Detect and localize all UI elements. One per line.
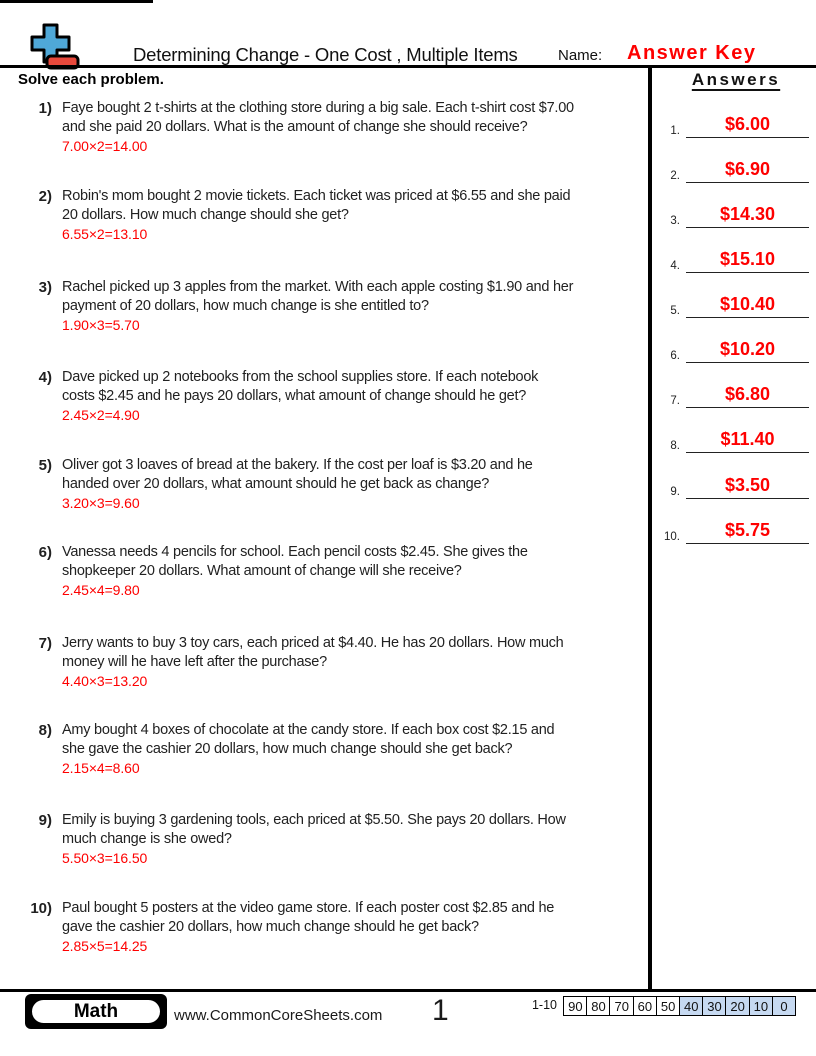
problem-text-line: handed over 20 dollars, what amount should he get back as change?: [62, 476, 490, 492]
problem-text: [52, 721, 554, 778]
problem-work-answer: 2.45×2=4.90: [62, 407, 140, 423]
problem-text-line: much change is she owed?: [62, 831, 232, 847]
problem-text-line: Vanessa needs 4 pencils for school. Each pencil costs $2.45. She gives the: [62, 544, 528, 560]
answer-value: $6.80: [724, 384, 771, 404]
problem-item: [18, 99, 646, 156]
answer-row: [658, 288, 814, 318]
answer-number: 2.: [670, 170, 680, 182]
answer-number: 9.: [670, 486, 680, 498]
subject-badge-inner: [30, 998, 162, 1025]
problem-text-line: gave the cashier 20 dollars, how much change should he get back?: [62, 919, 479, 935]
name-label: Name:: [558, 47, 603, 64]
answer-blank-line: [686, 204, 809, 228]
problem-work-answer: 4.40×3=13.20: [62, 673, 148, 689]
score-cell: 80: [586, 996, 611, 1016]
answer-blank-line: [686, 475, 809, 499]
instructions-text: Solve each problem.: [18, 71, 164, 88]
problem-item: [18, 543, 646, 600]
problem-item: [18, 368, 646, 425]
answer-row: [658, 333, 814, 363]
problem-item: [18, 721, 646, 778]
score-cell: 90: [563, 996, 588, 1016]
answers-column-header: Answers: [691, 70, 781, 89]
problem-work-answer: 2.15×4=8.60: [62, 760, 140, 776]
answer-number: 7.: [670, 395, 680, 407]
problem-work-answer: 3.20×3=9.60: [62, 495, 140, 511]
problem-item: [18, 899, 646, 956]
answers-column-divider: [648, 68, 652, 989]
problem-number: 2): [38, 188, 52, 205]
subject-label: Math: [73, 1000, 119, 1022]
problem-number: 4): [38, 369, 52, 386]
problem-text-line: Robin's mom bought 2 movie tickets. Each ticket was priced at $6.55 and she paid: [62, 188, 571, 204]
problem-text-line: shopkeeper 20 dollars. What amount of change will she receive?: [62, 563, 462, 579]
answer-number: 6.: [670, 350, 680, 362]
answer-number: 8.: [670, 440, 680, 452]
problem-number: 10): [30, 900, 52, 917]
answer-key-label: Answer Key: [627, 42, 757, 64]
problem-work-answer: 1.90×3=5.70: [62, 317, 140, 333]
answer-row: [658, 108, 814, 138]
problem-text-line: 20 dollars. How much change should she get?: [62, 207, 349, 223]
answer-blank-line: [686, 429, 809, 453]
problem-text-line: Dave picked up 2 notebooks from the school supplies store. If each notebook: [62, 369, 539, 385]
subject-badge: [25, 994, 167, 1029]
problem-number: 5): [38, 457, 52, 474]
page-title: Determining Change - One Cost , Multiple Items: [133, 44, 518, 65]
problem-text-line: Jerry wants to buy 3 toy cars, each priced at $4.40. He has 20 dollars. How much: [62, 635, 564, 651]
answer-blank-line: [686, 520, 809, 544]
problem-text: [52, 899, 554, 956]
problem-work-answer: 6.55×2=13.10: [62, 226, 148, 242]
problem-work-answer: 5.50×3=16.50: [62, 850, 148, 866]
problem-text-line: and she paid 20 dollars. What is the amount of change she should receive?: [62, 119, 528, 135]
score-cell: 60: [633, 996, 658, 1016]
website-url: www.CommonCoreSheets.com: [174, 1007, 383, 1024]
top-edge-line: [0, 0, 153, 3]
problem-text-line: Amy bought 4 boxes of chocolate at the candy store. If each box cost $2.15 and: [62, 722, 555, 738]
score-cell: 30: [702, 996, 727, 1016]
problem-text-line: Paul bought 5 posters at the video game store. If each poster cost $2.85 and he: [62, 900, 555, 916]
answer-row: [658, 423, 814, 453]
page-number: 1: [432, 994, 449, 1027]
problem-text: [52, 368, 538, 425]
score-cell: 10: [749, 996, 774, 1016]
score-range-label: 1-10: [531, 998, 557, 1012]
problem-item: [18, 278, 646, 335]
answer-value: $11.40: [720, 429, 775, 449]
problem-text: [52, 634, 563, 691]
answer-row: [658, 198, 814, 228]
problem-text-line: costs $2.45 and he pays 20 dollars, what amount of change should he get?: [62, 388, 527, 404]
problem-number: 6): [38, 544, 52, 561]
problem-item: [18, 811, 646, 868]
problem-text: [52, 187, 570, 244]
score-strip: [563, 996, 796, 1016]
answer-value: $15.10: [719, 249, 776, 269]
score-cell: 40: [679, 996, 704, 1016]
plus-minus-math-icon: [29, 23, 81, 76]
answer-number: 3.: [670, 215, 680, 227]
answer-value: $10.40: [719, 294, 776, 314]
problem-text: [52, 278, 573, 335]
answer-number: 10.: [664, 531, 680, 543]
problem-text-line: Emily is buying 3 gardening tools, each priced at $5.50. She pays 20 dollars. How: [62, 812, 566, 828]
answer-value: $5.75: [724, 520, 771, 540]
problem-text-line: Oliver got 3 loaves of bread at the bakery. If the cost per loaf is $3.20 and he: [62, 457, 533, 473]
answer-value: $6.00: [724, 114, 771, 134]
footer-rule: [0, 989, 816, 992]
problem-text-line: Faye bought 2 t-shirts at the clothing store during a big sale. Each t-shirt cost $7.00: [62, 100, 574, 116]
answer-number: 4.: [670, 260, 680, 272]
problem-text-line: payment of 20 dollars, how much change is she entitled to?: [62, 298, 429, 314]
answer-blank-line: [686, 294, 809, 318]
problem-number: 7): [38, 635, 52, 652]
header-rule: [0, 65, 816, 68]
answer-blank-line: [686, 339, 809, 363]
problem-text-line: she gave the cashier 20 dollars, how much change should she get back?: [62, 741, 513, 757]
answer-blank-line: [686, 384, 809, 408]
problem-text: [52, 456, 533, 513]
score-cell: 20: [725, 996, 750, 1016]
problem-work-answer: 7.00×2=14.00: [62, 138, 148, 154]
problem-work-answer: 2.85×5=14.25: [62, 938, 148, 954]
problem-item: [18, 634, 646, 691]
problem-number: 9): [38, 812, 52, 829]
problem-number: 1): [38, 100, 52, 117]
answer-blank-line: [686, 159, 809, 183]
answer-blank-line: [686, 114, 809, 138]
answer-number: 1.: [670, 125, 680, 137]
answer-row: [658, 153, 814, 183]
answer-row: [658, 378, 814, 408]
problem-text-line: money will he have left after the purchase?: [62, 654, 327, 670]
problem-number: 8): [38, 722, 52, 739]
problem-text: [52, 543, 528, 600]
answer-row: [658, 469, 814, 499]
problem-number: 3): [38, 279, 52, 296]
answer-value: $6.90: [724, 159, 771, 179]
answer-blank-line: [686, 249, 809, 273]
score-cell: 0: [772, 996, 797, 1016]
problem-item: [18, 187, 646, 244]
problem-text: [52, 99, 574, 156]
answer-value: $10.20: [719, 339, 776, 359]
answer-value: $3.50: [724, 475, 771, 495]
answer-number: 5.: [670, 305, 680, 317]
score-cell: 70: [609, 996, 634, 1016]
problem-text-line: Rachel picked up 3 apples from the market. With each apple costing $1.90 and her: [62, 279, 574, 295]
answer-row: [658, 514, 814, 544]
score-cell: 50: [656, 996, 681, 1016]
answer-value: $14.30: [719, 204, 776, 224]
problem-work-answer: 2.45×4=9.80: [62, 582, 140, 598]
problem-text: [52, 811, 566, 868]
problem-item: [18, 456, 646, 513]
answer-row: [658, 243, 814, 273]
